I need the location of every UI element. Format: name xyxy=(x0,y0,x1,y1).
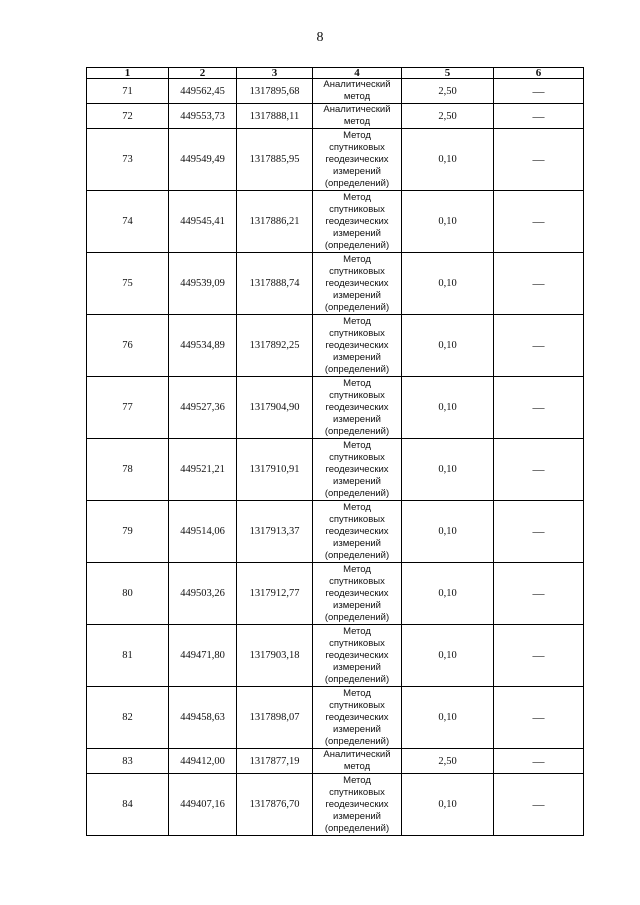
y-coordinate-cell: 1317888,74 xyxy=(237,253,313,315)
note-cell: — xyxy=(494,439,584,501)
y-coordinate-cell: 1317888,11 xyxy=(237,104,313,129)
method-line: спутниковых xyxy=(329,637,385,649)
note-cell: — xyxy=(494,253,584,315)
method-line: Метод xyxy=(343,315,371,327)
method-line: геодезических xyxy=(325,798,389,810)
point-number-cell: 73 xyxy=(87,129,169,191)
method-line: геодезических xyxy=(325,711,389,723)
column-header: 2 xyxy=(169,68,237,79)
method-line: геодезических xyxy=(325,649,389,661)
point-number-cell: 72 xyxy=(87,104,169,129)
accuracy-cell: 0,10 xyxy=(402,129,494,191)
y-coordinate-cell: 1317913,37 xyxy=(237,501,313,563)
method-line: (определений) xyxy=(324,363,390,375)
y-coordinate-cell: 1317910,91 xyxy=(237,439,313,501)
method-line: (определений) xyxy=(324,822,390,834)
y-coordinate-cell: 1317898,07 xyxy=(237,687,313,749)
accuracy-cell: 0,10 xyxy=(402,377,494,439)
y-coordinate-cell: 1317885,95 xyxy=(237,129,313,191)
method-line: спутниковых xyxy=(329,699,385,711)
method-cell xyxy=(313,79,402,104)
method-line: спутниковых xyxy=(329,203,385,215)
method-line: измерений xyxy=(333,723,381,735)
y-coordinate-cell: 1317892,25 xyxy=(237,315,313,377)
method-line: Метод xyxy=(343,687,371,699)
method-line: измерений xyxy=(333,289,381,301)
method-line: (определений) xyxy=(324,425,390,437)
table-row xyxy=(87,129,584,191)
method-line: метод xyxy=(343,91,371,102)
y-coordinate-cell: 1317912,77 xyxy=(237,563,313,625)
table-row xyxy=(87,563,584,625)
method-line: спутниковых xyxy=(329,389,385,401)
note-cell: — xyxy=(494,315,584,377)
method-line: геодезических xyxy=(325,401,389,413)
x-coordinate-cell: 449553,73 xyxy=(169,104,237,129)
note-cell: — xyxy=(494,79,584,104)
method-line: спутниковых xyxy=(329,451,385,463)
point-number-cell: 79 xyxy=(87,501,169,563)
method-line: геодезических xyxy=(325,153,389,165)
method-cell xyxy=(313,563,402,625)
method-line: спутниковых xyxy=(329,786,385,798)
method-line: спутниковых xyxy=(329,265,385,277)
method-line: измерений xyxy=(333,165,381,177)
method-line: Метод xyxy=(343,439,371,451)
method-cell xyxy=(313,687,402,749)
point-number-cell: 81 xyxy=(87,625,169,687)
method-line: Метод xyxy=(343,501,371,513)
column-header: 1 xyxy=(87,68,169,79)
method-line: спутниковых xyxy=(329,141,385,153)
method-line: измерений xyxy=(333,599,381,611)
point-number-cell: 78 xyxy=(87,439,169,501)
method-line: Метод xyxy=(343,129,371,141)
accuracy-cell: 2,50 xyxy=(402,749,494,774)
method-line: (определений) xyxy=(324,735,390,747)
method-line: измерений xyxy=(333,810,381,822)
coordinates-table xyxy=(86,67,584,836)
x-coordinate-cell: 449527,36 xyxy=(169,377,237,439)
table-row xyxy=(87,315,584,377)
accuracy-cell: 0,10 xyxy=(402,439,494,501)
method-line: метод xyxy=(343,761,371,772)
method-line: измерений xyxy=(333,227,381,239)
method-line: (определений) xyxy=(324,301,390,313)
method-line: (определений) xyxy=(324,177,390,189)
note-cell: — xyxy=(494,191,584,253)
method-cell xyxy=(313,625,402,687)
x-coordinate-cell: 449412,00 xyxy=(169,749,237,774)
point-number-cell: 75 xyxy=(87,253,169,315)
x-coordinate-cell: 449471,80 xyxy=(169,625,237,687)
x-coordinate-cell: 449545,41 xyxy=(169,191,237,253)
note-cell: — xyxy=(494,774,584,836)
x-coordinate-cell: 449539,09 xyxy=(169,253,237,315)
method-line: Аналитический xyxy=(323,79,391,90)
point-number-cell: 83 xyxy=(87,749,169,774)
method-line: геодезических xyxy=(325,463,389,475)
y-coordinate-cell: 1317895,68 xyxy=(237,79,313,104)
note-cell: — xyxy=(494,563,584,625)
column-header: 3 xyxy=(237,68,313,79)
accuracy-cell: 0,10 xyxy=(402,315,494,377)
table-row xyxy=(87,191,584,253)
method-cell xyxy=(313,129,402,191)
x-coordinate-cell: 449407,16 xyxy=(169,774,237,836)
table-header-row xyxy=(87,68,584,79)
method-line: геодезических xyxy=(325,587,389,599)
method-line: (определений) xyxy=(324,549,390,561)
method-cell xyxy=(313,315,402,377)
method-cell xyxy=(313,253,402,315)
method-line: геодезических xyxy=(325,525,389,537)
accuracy-cell: 0,10 xyxy=(402,253,494,315)
table-row xyxy=(87,377,584,439)
accuracy-cell: 0,10 xyxy=(402,625,494,687)
method-cell xyxy=(313,749,402,774)
x-coordinate-cell: 449549,49 xyxy=(169,129,237,191)
note-cell: — xyxy=(494,377,584,439)
point-number-cell: 74 xyxy=(87,191,169,253)
accuracy-cell: 0,10 xyxy=(402,774,494,836)
page-number: 8 xyxy=(316,30,324,45)
note-cell: — xyxy=(494,749,584,774)
accuracy-cell: 2,50 xyxy=(402,104,494,129)
table-row xyxy=(87,625,584,687)
column-header: 6 xyxy=(494,68,584,79)
table-row xyxy=(87,253,584,315)
method-line: (определений) xyxy=(324,673,390,685)
y-coordinate-cell: 1317903,18 xyxy=(237,625,313,687)
table-row xyxy=(87,749,584,774)
method-line: Метод xyxy=(343,191,371,203)
method-line: измерений xyxy=(333,351,381,363)
method-line: (определений) xyxy=(324,611,390,623)
x-coordinate-cell: 449521,21 xyxy=(169,439,237,501)
method-line: (определений) xyxy=(324,239,390,251)
method-line: геодезических xyxy=(325,215,389,227)
accuracy-cell: 0,10 xyxy=(402,687,494,749)
table-row xyxy=(87,439,584,501)
method-line: Метод xyxy=(343,253,371,265)
x-coordinate-cell: 449562,45 xyxy=(169,79,237,104)
y-coordinate-cell: 1317877,19 xyxy=(237,749,313,774)
x-coordinate-cell: 449534,89 xyxy=(169,315,237,377)
method-cell xyxy=(313,774,402,836)
table-row xyxy=(87,774,584,836)
note-cell: — xyxy=(494,501,584,563)
method-line: Метод xyxy=(343,563,371,575)
point-number-cell: 82 xyxy=(87,687,169,749)
method-line: спутниковых xyxy=(329,513,385,525)
method-cell xyxy=(313,191,402,253)
method-line: Метод xyxy=(343,625,371,637)
method-line: измерений xyxy=(333,661,381,673)
method-cell xyxy=(313,377,402,439)
column-header: 4 xyxy=(313,68,402,79)
note-cell: — xyxy=(494,687,584,749)
method-cell xyxy=(313,104,402,129)
method-line: спутниковых xyxy=(329,327,385,339)
method-line: спутниковых xyxy=(329,575,385,587)
point-number-cell: 77 xyxy=(87,377,169,439)
method-line: Аналитический xyxy=(323,749,391,760)
x-coordinate-cell: 449458,63 xyxy=(169,687,237,749)
method-line: измерений xyxy=(333,413,381,425)
y-coordinate-cell: 1317904,90 xyxy=(237,377,313,439)
x-coordinate-cell: 449514,06 xyxy=(169,501,237,563)
column-header: 5 xyxy=(402,68,494,79)
method-cell xyxy=(313,501,402,563)
accuracy-cell: 2,50 xyxy=(402,79,494,104)
accuracy-cell: 0,10 xyxy=(402,563,494,625)
note-cell: — xyxy=(494,129,584,191)
note-cell: — xyxy=(494,625,584,687)
method-line: геодезических xyxy=(325,277,389,289)
method-line: метод xyxy=(343,116,371,127)
note-cell: — xyxy=(494,104,584,129)
method-cell xyxy=(313,439,402,501)
y-coordinate-cell: 1317876,70 xyxy=(237,774,313,836)
y-coordinate-cell: 1317886,21 xyxy=(237,191,313,253)
table-row xyxy=(87,79,584,104)
method-line: Метод xyxy=(343,377,371,389)
method-line: Аналитический xyxy=(323,104,391,115)
x-coordinate-cell: 449503,26 xyxy=(169,563,237,625)
point-number-cell: 71 xyxy=(87,79,169,104)
method-line: измерений xyxy=(333,475,381,487)
accuracy-cell: 0,10 xyxy=(402,501,494,563)
table-row xyxy=(87,104,584,129)
accuracy-cell: 0,10 xyxy=(402,191,494,253)
method-line: (определений) xyxy=(324,487,390,499)
point-number-cell: 84 xyxy=(87,774,169,836)
method-line: геодезических xyxy=(325,339,389,351)
method-line: измерений xyxy=(333,537,381,549)
method-line: Метод xyxy=(343,774,371,786)
point-number-cell: 80 xyxy=(87,563,169,625)
table-row xyxy=(87,501,584,563)
table-row xyxy=(87,687,584,749)
point-number-cell: 76 xyxy=(87,315,169,377)
